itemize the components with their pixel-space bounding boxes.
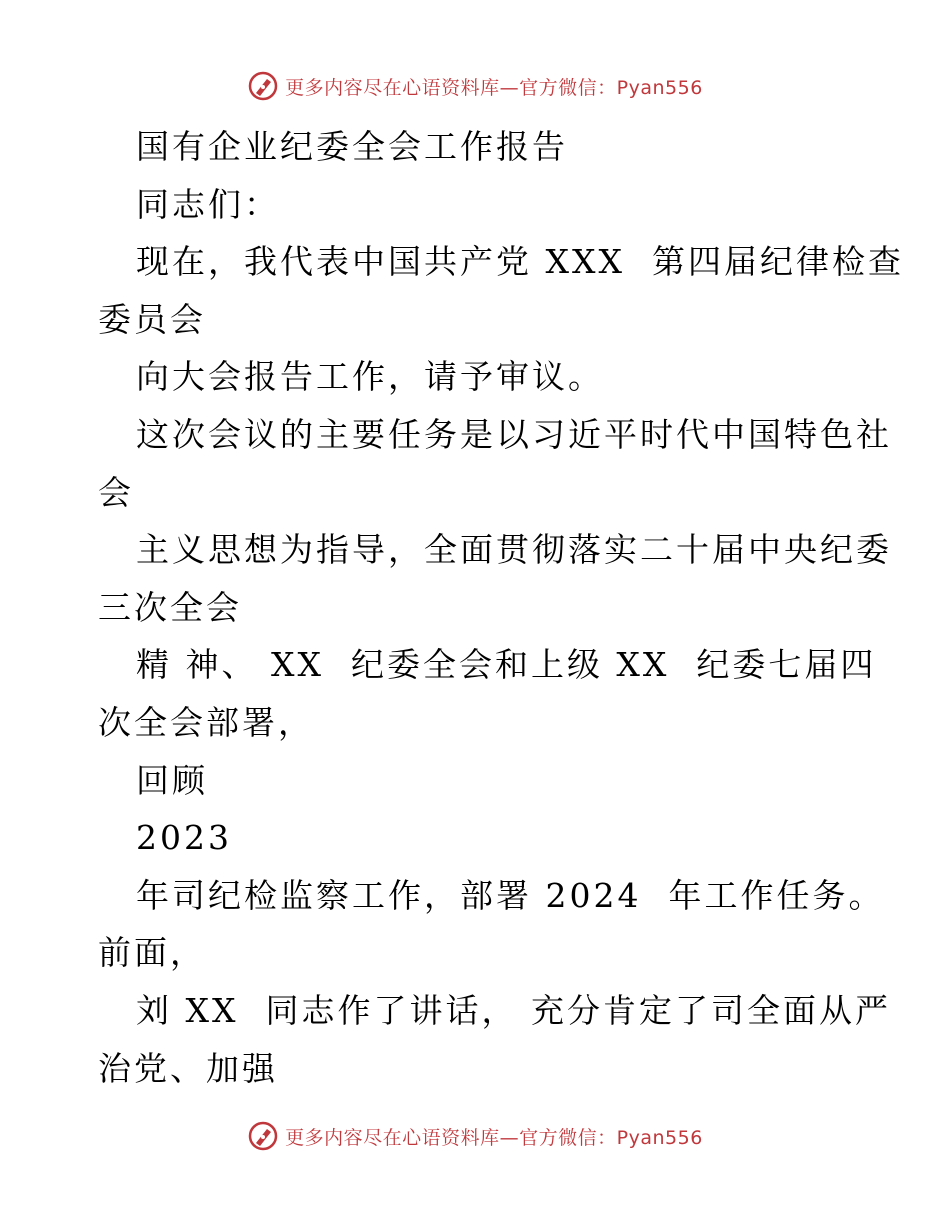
- paragraph-line: 这次会议的主要任务是以习近平时代中国特色社: [136, 414, 892, 454]
- paragraph-line: 次全会部署，: [98, 702, 314, 742]
- paragraph-line: 向大会报告工作，请予审议。: [136, 357, 604, 397]
- paragraph-line: 治党、加强: [98, 1048, 278, 1088]
- paragraph-line: 2023: [136, 818, 232, 858]
- paragraph-line: 前面，: [98, 933, 206, 973]
- paragraph-line: 主义思想为指导，全面贯彻落实二十届中央纪委: [136, 530, 892, 570]
- paragraph-line: 三次全会: [98, 587, 242, 627]
- pen-circle-logo-icon: [247, 70, 279, 102]
- paragraph-line: 年司纪检监察工作，部署 2024 年工作任务。: [136, 875, 885, 915]
- footer-watermark: [0, 1120, 950, 1152]
- paragraph-line: 刘 XX 同志作了讲话， 充分肯定了司全面从严: [136, 990, 891, 1030]
- paragraph-line: 会: [98, 472, 134, 512]
- paragraph-line: 回顾: [136, 760, 208, 800]
- paragraph-line: 委员会: [98, 299, 206, 339]
- footer-brand-text: 更多内容尽在心语资料库—官方微信：Pyan556: [285, 1126, 703, 1149]
- document-body: [98, 118, 904, 1097]
- document-title: 国有企业纪委全会工作报告: [136, 127, 568, 166]
- pen-circle-logo-icon: [247, 1120, 279, 1152]
- paragraph-line: 现在，我代表中国共产党 XXX 第四届纪律检查: [136, 242, 904, 282]
- header-watermark: [0, 70, 950, 102]
- paragraph-line: 精 神、 XX 纪委全会和上级 XX 纪委七届四: [136, 645, 877, 685]
- salutation: 同志们：: [136, 184, 280, 224]
- header-brand-text: 更多内容尽在心语资料库—官方微信：Pyan556: [285, 76, 703, 99]
